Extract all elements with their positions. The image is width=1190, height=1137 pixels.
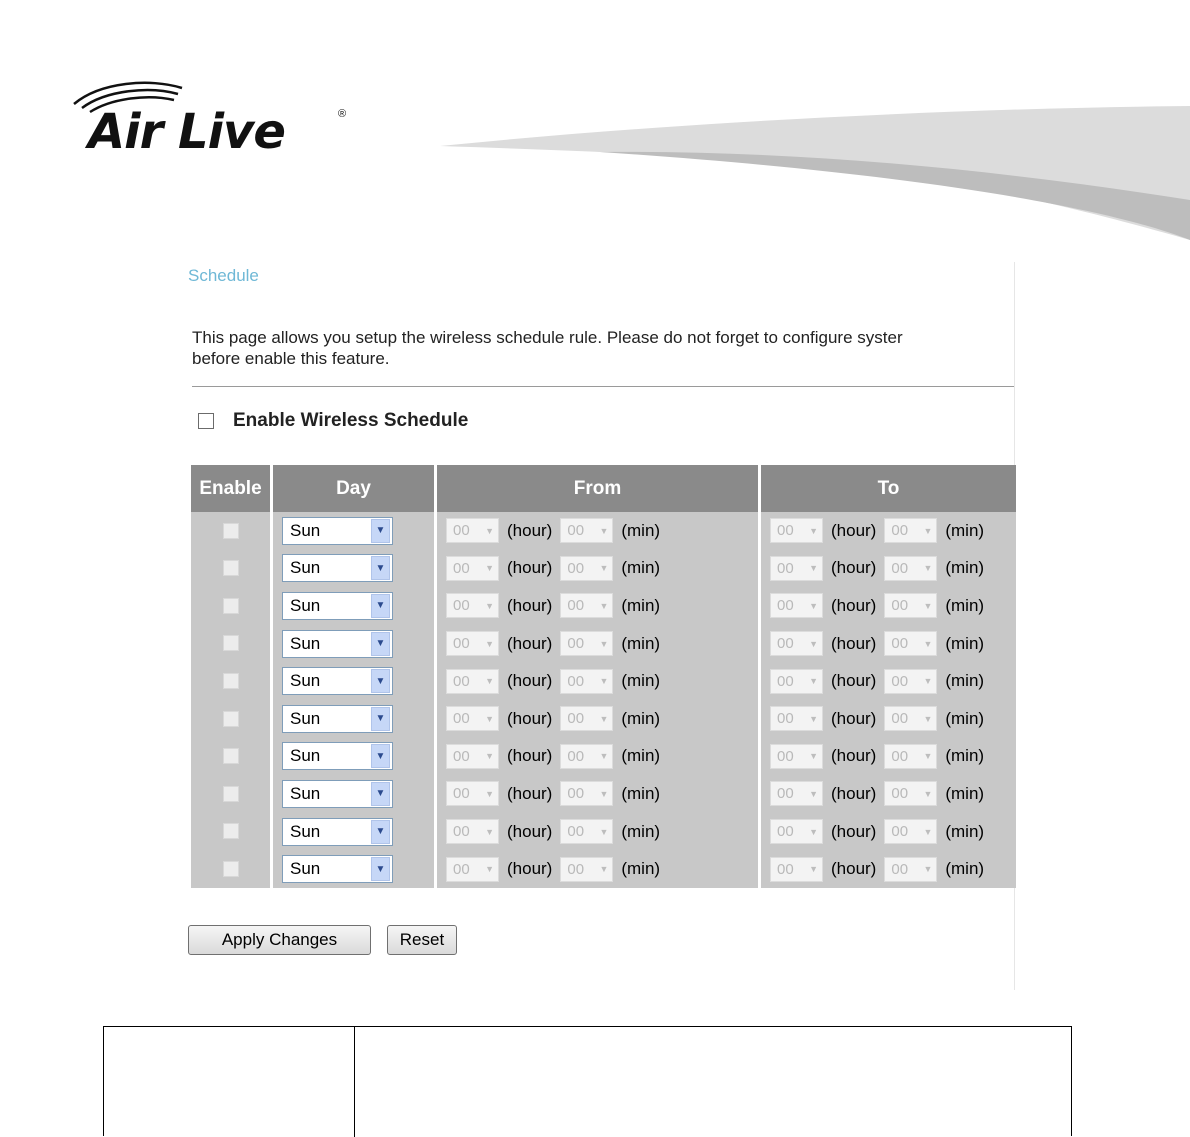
airlive-logo — [70, 78, 360, 158]
from-min-select[interactable] — [560, 669, 613, 694]
from-hour-value: 00 — [453, 672, 470, 690]
hour-unit: (hour) — [831, 595, 877, 615]
chevron-down-icon[interactable]: ▼ — [371, 594, 390, 618]
hour-unit: (hour) — [507, 671, 553, 691]
chevron-down-icon: ▼ — [485, 638, 494, 649]
to-hour-select[interactable] — [770, 706, 823, 731]
to-min-value: 00 — [891, 860, 909, 878]
chevron-down-icon: ▼ — [923, 638, 933, 649]
enable-cell — [191, 850, 270, 888]
table-row — [191, 850, 1016, 888]
day-value: Sun — [290, 783, 321, 803]
hour-unit: (hour) — [507, 746, 553, 766]
day-select[interactable] — [282, 705, 393, 733]
from-hour-select[interactable] — [446, 669, 499, 694]
to-min-value: 00 — [891, 672, 909, 690]
min-unit: (min) — [621, 633, 661, 653]
chevron-down-icon: ▼ — [923, 525, 933, 536]
day-cell — [273, 738, 434, 776]
chevron-down-icon: ▼ — [599, 864, 609, 875]
from-hour-select[interactable] — [446, 556, 499, 581]
hour-unit: (hour) — [507, 520, 553, 540]
from-hour-value: 00 — [453, 635, 470, 653]
divider — [192, 386, 1014, 387]
enable-cell — [191, 700, 270, 738]
from-min-value: 00 — [567, 672, 585, 690]
chevron-down-icon: ▼ — [923, 600, 933, 611]
to-hour-select[interactable] — [770, 744, 823, 769]
from-min-value: 00 — [567, 710, 585, 728]
min-unit: (min) — [945, 558, 985, 578]
to-hour-select[interactable] — [770, 781, 823, 806]
enable-cell — [191, 662, 270, 700]
min-unit: (min) — [621, 671, 661, 691]
chevron-down-icon: ▼ — [599, 638, 609, 649]
chevron-down-icon[interactable]: ▼ — [371, 556, 390, 580]
page-description — [192, 327, 1017, 369]
to-min-select[interactable] — [884, 518, 937, 543]
from-hour-select[interactable] — [446, 781, 499, 806]
day-select[interactable] — [282, 630, 393, 658]
from-min-value: 00 — [567, 635, 585, 653]
to-min-select[interactable] — [884, 706, 937, 731]
table-row — [191, 813, 1016, 851]
table-row — [191, 550, 1016, 588]
to-min-select[interactable] — [884, 781, 937, 806]
hour-unit: (hour) — [507, 821, 553, 841]
to-hour-value: 00 — [777, 522, 794, 540]
hour-unit: (hour) — [507, 633, 553, 653]
header-to: To — [761, 465, 1016, 512]
min-unit: (min) — [945, 746, 985, 766]
from-hour-select[interactable] — [446, 744, 499, 769]
row-enable-checkbox[interactable] — [223, 861, 239, 877]
header-from: From — [437, 465, 758, 512]
chevron-down-icon: ▼ — [485, 563, 494, 574]
chevron-down-icon: ▼ — [485, 525, 494, 536]
to-min-select[interactable] — [884, 669, 937, 694]
to-hour-select[interactable] — [770, 819, 823, 844]
from-hour-value: 00 — [453, 710, 470, 728]
from-min-select[interactable] — [560, 706, 613, 731]
chevron-down-icon: ▼ — [923, 713, 933, 724]
enable-cell — [191, 775, 270, 813]
from-cell — [437, 775, 758, 813]
from-min-select[interactable] — [560, 857, 613, 882]
from-hour-value: 00 — [453, 597, 470, 615]
day-select[interactable] — [282, 592, 393, 620]
from-cell — [437, 738, 758, 776]
chevron-down-icon: ▼ — [923, 563, 933, 574]
from-min-select[interactable] — [560, 593, 613, 618]
from-cell — [437, 512, 758, 550]
day-select[interactable] — [282, 855, 393, 883]
min-unit: (min) — [945, 708, 985, 728]
page-title: Schedule — [188, 266, 259, 285]
day-value: Sun — [290, 595, 321, 615]
enable-schedule-label: Enable Wireless Schedule — [233, 410, 469, 431]
chevron-down-icon: ▼ — [809, 788, 818, 799]
enable-schedule-row — [198, 410, 468, 432]
row-enable-checkbox[interactable] — [223, 635, 239, 651]
enable-cell — [191, 587, 270, 625]
min-unit: (min) — [945, 671, 985, 691]
description-table-divider — [354, 1027, 355, 1137]
apply-changes-button[interactable]: Apply Changes — [188, 925, 371, 955]
from-hour-select[interactable] — [446, 631, 499, 656]
from-min-select[interactable] — [560, 781, 613, 806]
min-unit: (min) — [621, 783, 661, 803]
schedule-panel — [178, 255, 1018, 990]
from-cell — [437, 700, 758, 738]
day-select[interactable] — [282, 780, 393, 808]
chevron-down-icon: ▼ — [809, 864, 818, 875]
day-value: Sun — [290, 633, 321, 653]
table-row — [191, 625, 1016, 663]
day-cell — [273, 850, 434, 888]
day-select[interactable] — [282, 554, 393, 582]
chevron-down-icon: ▼ — [599, 563, 609, 574]
to-hour-value: 00 — [777, 823, 794, 841]
chevron-down-icon[interactable]: ▼ — [371, 820, 390, 844]
hour-unit: (hour) — [507, 708, 553, 728]
from-min-value: 00 — [567, 860, 585, 878]
chevron-down-icon: ▼ — [923, 826, 933, 837]
day-select[interactable] — [282, 742, 393, 770]
from-min-select[interactable] — [560, 556, 613, 581]
to-hour-select[interactable] — [770, 631, 823, 656]
header-day: Day — [273, 465, 434, 512]
row-enable-checkbox[interactable] — [223, 748, 239, 764]
min-unit: (min) — [621, 520, 661, 540]
to-min-value: 00 — [891, 747, 909, 765]
from-hour-value: 00 — [453, 747, 470, 765]
chevron-down-icon: ▼ — [485, 676, 494, 687]
table-row — [191, 775, 1016, 813]
chevron-down-icon: ▼ — [599, 676, 609, 687]
hour-unit: (hour) — [831, 821, 877, 841]
row-enable-checkbox[interactable] — [223, 823, 239, 839]
hour-unit: (hour) — [831, 558, 877, 578]
day-value: Sun — [290, 671, 321, 691]
day-cell — [273, 813, 434, 851]
chevron-down-icon: ▼ — [599, 713, 609, 724]
to-hour-value: 00 — [777, 785, 794, 803]
reset-button[interactable]: Reset — [387, 925, 457, 955]
chevron-down-icon: ▼ — [485, 826, 494, 837]
to-hour-value: 00 — [777, 635, 794, 653]
chevron-down-icon: ▼ — [485, 864, 494, 875]
chevron-down-icon: ▼ — [809, 563, 818, 574]
day-value: Sun — [290, 746, 321, 766]
chevron-down-icon: ▼ — [809, 713, 818, 724]
day-value: Sun — [290, 558, 321, 578]
description-line-1: This page allows you setup the wireless schedule rule. Please do not forget to configure syster — [192, 328, 903, 347]
brand-name: Air Live — [88, 104, 285, 160]
from-cell — [437, 587, 758, 625]
chevron-down-icon: ▼ — [809, 676, 818, 687]
description-line-2: before enable this feature. — [192, 349, 390, 368]
chevron-down-icon: ▼ — [923, 676, 933, 687]
schedule-rows — [191, 512, 1016, 888]
enable-cell — [191, 512, 270, 550]
hour-unit: (hour) — [831, 520, 877, 540]
to-cell — [761, 512, 1016, 550]
hour-unit: (hour) — [831, 708, 877, 728]
row-enable-checkbox[interactable] — [223, 560, 239, 576]
min-unit: (min) — [621, 708, 661, 728]
from-hour-select[interactable] — [446, 857, 499, 882]
from-hour-value: 00 — [453, 522, 470, 540]
to-hour-value: 00 — [777, 672, 794, 690]
from-hour-select[interactable] — [446, 518, 499, 543]
to-min-value: 00 — [891, 597, 909, 615]
chevron-down-icon: ▼ — [923, 864, 933, 875]
from-min-select[interactable] — [560, 744, 613, 769]
chevron-down-icon[interactable]: ▼ — [371, 632, 390, 656]
description-table-box — [103, 1026, 1072, 1136]
from-hour-value: 00 — [453, 559, 470, 577]
chevron-down-icon: ▼ — [485, 600, 494, 611]
from-min-value: 00 — [567, 522, 585, 540]
chevron-down-icon: ▼ — [599, 600, 609, 611]
from-cell — [437, 625, 758, 663]
from-hour-value: 00 — [453, 823, 470, 841]
enable-schedule-checkbox[interactable] — [198, 413, 214, 429]
day-cell — [273, 700, 434, 738]
enable-cell — [191, 625, 270, 663]
day-value: Sun — [290, 821, 321, 841]
day-cell — [273, 587, 434, 625]
table-row — [191, 587, 1016, 625]
hour-unit: (hour) — [831, 633, 877, 653]
to-hour-value: 00 — [777, 559, 794, 577]
to-cell — [761, 700, 1016, 738]
from-hour-select[interactable] — [446, 593, 499, 618]
day-cell — [273, 550, 434, 588]
to-cell — [761, 738, 1016, 776]
to-cell — [761, 850, 1016, 888]
from-min-value: 00 — [567, 559, 585, 577]
to-cell — [761, 550, 1016, 588]
day-select[interactable] — [282, 517, 393, 545]
hour-unit: (hour) — [831, 859, 877, 879]
min-unit: (min) — [621, 821, 661, 841]
to-min-select[interactable] — [884, 744, 937, 769]
from-min-select[interactable] — [560, 518, 613, 543]
chevron-down-icon: ▼ — [485, 713, 494, 724]
hour-unit: (hour) — [507, 859, 553, 879]
chevron-down-icon: ▼ — [599, 751, 609, 762]
min-unit: (min) — [945, 520, 985, 540]
row-enable-checkbox[interactable] — [223, 711, 239, 727]
from-min-select[interactable] — [560, 631, 613, 656]
hour-unit: (hour) — [507, 783, 553, 803]
chevron-down-icon: ▼ — [485, 788, 494, 799]
from-cell — [437, 550, 758, 588]
from-hour-select[interactable] — [446, 706, 499, 731]
from-min-select[interactable] — [560, 819, 613, 844]
to-min-value: 00 — [891, 710, 909, 728]
to-hour-value: 00 — [777, 597, 794, 615]
chevron-down-icon: ▼ — [599, 826, 609, 837]
table-row — [191, 738, 1016, 776]
to-min-select[interactable] — [884, 819, 937, 844]
schedule-table — [188, 465, 1019, 888]
min-unit: (min) — [621, 595, 661, 615]
row-enable-checkbox[interactable] — [223, 673, 239, 689]
hour-unit: (hour) — [831, 783, 877, 803]
table-row — [191, 662, 1016, 700]
chevron-down-icon: ▼ — [809, 600, 818, 611]
day-cell — [273, 512, 434, 550]
chevron-down-icon: ▼ — [599, 525, 609, 536]
chevron-down-icon[interactable]: ▼ — [371, 519, 390, 543]
day-select[interactable] — [282, 667, 393, 695]
to-min-value: 00 — [891, 635, 909, 653]
day-value: Sun — [290, 708, 321, 728]
chevron-down-icon: ▼ — [599, 788, 609, 799]
from-hour-value: 00 — [453, 860, 470, 878]
from-min-value: 00 — [567, 823, 585, 841]
to-cell — [761, 662, 1016, 700]
hour-unit: (hour) — [831, 671, 877, 691]
table-row — [191, 700, 1016, 738]
day-cell — [273, 662, 434, 700]
row-enable-checkbox[interactable] — [223, 598, 239, 614]
table-row — [191, 512, 1016, 550]
chevron-down-icon: ▼ — [923, 788, 933, 799]
day-select[interactable] — [282, 818, 393, 846]
row-enable-checkbox[interactable] — [223, 523, 239, 539]
min-unit: (min) — [621, 558, 661, 578]
to-cell — [761, 813, 1016, 851]
to-min-value: 00 — [891, 823, 909, 841]
from-hour-value: 00 — [453, 785, 470, 803]
min-unit: (min) — [945, 821, 985, 841]
chevron-down-icon: ▼ — [485, 751, 494, 762]
min-unit: (min) — [621, 746, 661, 766]
to-min-select[interactable] — [884, 857, 937, 882]
to-cell — [761, 625, 1016, 663]
from-cell — [437, 662, 758, 700]
to-hour-select[interactable] — [770, 593, 823, 618]
from-min-value: 00 — [567, 747, 585, 765]
enable-cell — [191, 813, 270, 851]
hour-unit: (hour) — [831, 746, 877, 766]
from-min-value: 00 — [567, 597, 585, 615]
to-hour-value: 00 — [777, 747, 794, 765]
hour-unit: (hour) — [507, 558, 553, 578]
day-value: Sun — [290, 859, 321, 879]
enable-cell — [191, 738, 270, 776]
chevron-down-icon[interactable]: ▼ — [371, 857, 390, 881]
min-unit: (min) — [945, 633, 985, 653]
from-min-value: 00 — [567, 785, 585, 803]
to-hour-value: 00 — [777, 860, 794, 878]
from-hour-select[interactable] — [446, 819, 499, 844]
to-hour-select[interactable] — [770, 857, 823, 882]
to-cell — [761, 775, 1016, 813]
to-min-select[interactable] — [884, 556, 937, 581]
registered-mark: ® — [338, 108, 347, 120]
to-cell — [761, 587, 1016, 625]
chevron-down-icon: ▼ — [809, 525, 818, 536]
chevron-down-icon: ▼ — [923, 751, 933, 762]
hour-unit: (hour) — [507, 595, 553, 615]
chevron-down-icon[interactable]: ▼ — [371, 782, 390, 806]
chevron-down-icon: ▼ — [809, 826, 818, 837]
chevron-down-icon: ▼ — [809, 638, 818, 649]
chevron-down-icon[interactable]: ▼ — [371, 707, 390, 731]
enable-cell — [191, 550, 270, 588]
to-hour-select[interactable] — [770, 669, 823, 694]
to-hour-select[interactable] — [770, 556, 823, 581]
day-value: Sun — [290, 520, 321, 540]
to-hour-value: 00 — [777, 710, 794, 728]
chevron-down-icon[interactable]: ▼ — [371, 669, 390, 693]
to-hour-select[interactable] — [770, 518, 823, 543]
header-enable: Enable — [191, 465, 270, 512]
min-unit: (min) — [945, 783, 985, 803]
from-cell — [437, 850, 758, 888]
to-min-value: 00 — [891, 522, 909, 540]
day-cell — [273, 625, 434, 663]
from-cell — [437, 813, 758, 851]
to-min-select[interactable] — [884, 631, 937, 656]
to-min-value: 00 — [891, 559, 909, 577]
row-enable-checkbox[interactable] — [223, 786, 239, 802]
day-cell — [273, 775, 434, 813]
to-min-select[interactable] — [884, 593, 937, 618]
min-unit: (min) — [621, 859, 661, 879]
chevron-down-icon[interactable]: ▼ — [371, 744, 390, 768]
min-unit: (min) — [945, 595, 985, 615]
min-unit: (min) — [945, 859, 985, 879]
chevron-down-icon: ▼ — [809, 751, 818, 762]
to-min-value: 00 — [891, 785, 909, 803]
